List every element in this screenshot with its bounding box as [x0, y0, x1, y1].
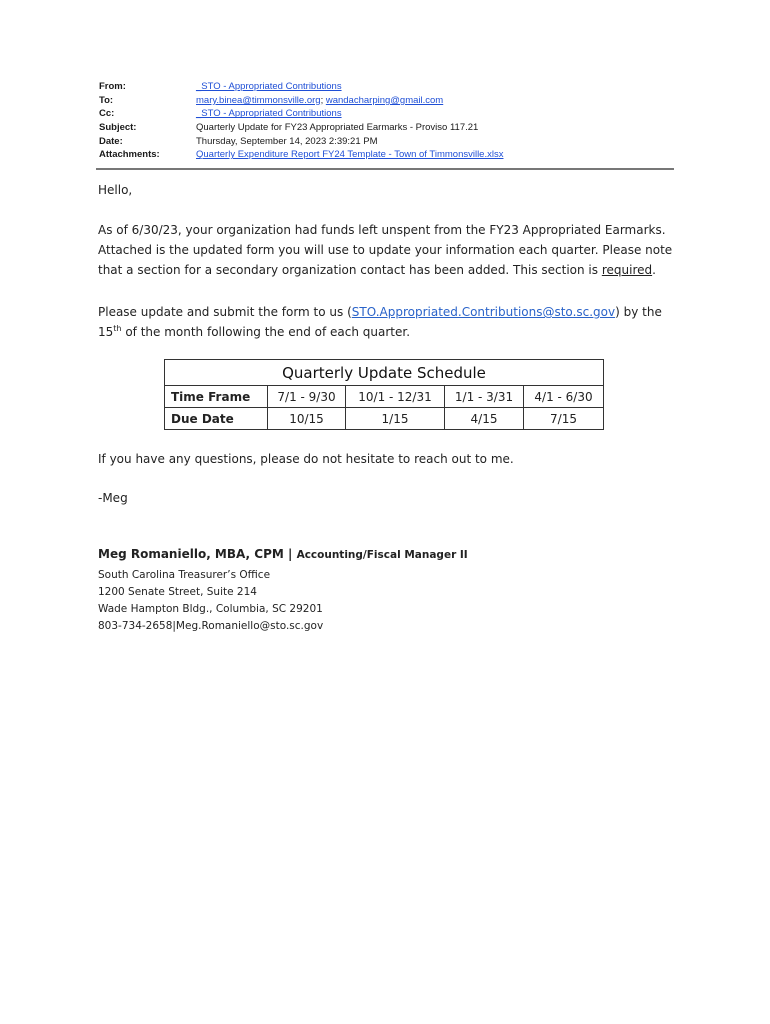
spacer: [98, 200, 678, 220]
paragraph-unspent-funds: [98, 220, 678, 280]
email-header: [99, 80, 674, 162]
required-text: required: [601, 263, 653, 277]
date-value: Thursday, September 14, 2023 2:39:21 PM: [196, 135, 378, 147]
attachments-label: Attachments:: [99, 149, 160, 161]
table-title-row: [165, 360, 604, 386]
attachment-link[interactable]: Quarterly Expenditure Report FY24 Template - Town of Timmonsville.xlsx: [196, 149, 504, 161]
date-row: [99, 134, 674, 148]
signature-office: South Carolina Treasurer’s Office: [98, 569, 271, 581]
email-signature: [98, 547, 468, 635]
paragraph-submit-start: Please update and submit the form to us (: [98, 305, 352, 319]
table-cell: 4/1 - 6/30: [524, 386, 604, 408]
ordinal-suffix: th: [113, 324, 122, 333]
signature-name: Meg Romaniello, MBA, CPM: [98, 547, 284, 561]
greeting: Hello,: [98, 183, 133, 197]
cc-row: [99, 107, 674, 121]
to-recipient-2-link[interactable]: wandacharping@gmail.com: [325, 94, 444, 106]
signature-address-1: 1200 Senate Street, Suite 214: [98, 586, 257, 598]
table-title: Quarterly Update Schedule: [165, 360, 604, 386]
paragraph-unspent-text: As of 6/30/23, your organization had funds left unspent from the FY23 Appropriated Earmarks. Attached is the updated form you will use to update your information each quarter. Please note that a section for a secondary organization contact has been added. This section is: [98, 223, 673, 277]
subject-value: Quarterly Update for FY23 Appropriated Earmarks - Proviso 117.21: [196, 122, 479, 134]
to-recipient-1-link[interactable]: mary.binea@timmonsville.org: [196, 94, 321, 106]
signoff: -Meg: [98, 491, 128, 505]
attachments-row: [99, 148, 674, 162]
sto-email-link[interactable]: STO.Appropriated.Contributions@sto.sc.gov: [351, 305, 616, 319]
table-row-time-frame: [165, 386, 604, 408]
row-label-due-date: Due Date: [165, 408, 268, 430]
paragraph-submit-mid: ) by the 15: [98, 305, 662, 339]
table-cell: 10/1 - 12/31: [346, 386, 445, 408]
cc-value-link[interactable]: _STO - Appropriated Contributions: [196, 108, 342, 120]
quarterly-schedule-table: [164, 359, 604, 430]
signature-name-line: [98, 547, 468, 561]
table-cell: 1/15: [346, 408, 445, 430]
spacer: [98, 469, 678, 488]
paragraph-unspent-end: .: [652, 263, 656, 277]
email-body: [98, 180, 678, 342]
date-label: Date:: [99, 135, 123, 147]
from-row: [99, 80, 674, 94]
table-cell: 7/15: [524, 408, 604, 430]
table-cell: 4/15: [445, 408, 524, 430]
subject-label: Subject:: [99, 122, 137, 134]
questions-text: If you have any questions, please do not hesitate to reach out to me.: [98, 452, 514, 466]
spacer: [98, 280, 678, 302]
to-separator: ;: [320, 94, 326, 106]
signature-address-2: Wade Hampton Bldg., Columbia, SC 29201: [98, 603, 323, 615]
to-value: [196, 95, 674, 106]
from-value-link[interactable]: _STO - Appropriated Contributions: [196, 81, 342, 93]
row-label-time-frame: Time Frame: [165, 386, 268, 408]
table-cell: 1/1 - 3/31: [445, 386, 524, 408]
header-divider: [96, 168, 674, 170]
table-row-due-date: [165, 408, 604, 430]
paragraph-submit-end: of the month following the end of each quarter.: [121, 325, 411, 339]
subject-row: [99, 121, 674, 135]
to-row: [99, 94, 674, 108]
signature-contact: 803-734-2658|Meg.Romaniello@sto.sc.gov: [98, 620, 324, 632]
table-cell: 10/15: [268, 408, 346, 430]
email-closing: [98, 449, 678, 508]
signature-separator: |: [283, 547, 297, 561]
cc-label: Cc:: [99, 108, 115, 120]
to-label: To:: [99, 94, 114, 106]
signature-title: Accounting/Fiscal Manager II: [296, 549, 468, 561]
table-cell: 7/1 - 9/30: [268, 386, 346, 408]
from-label: From:: [99, 81, 126, 93]
paragraph-submit: [98, 302, 678, 342]
